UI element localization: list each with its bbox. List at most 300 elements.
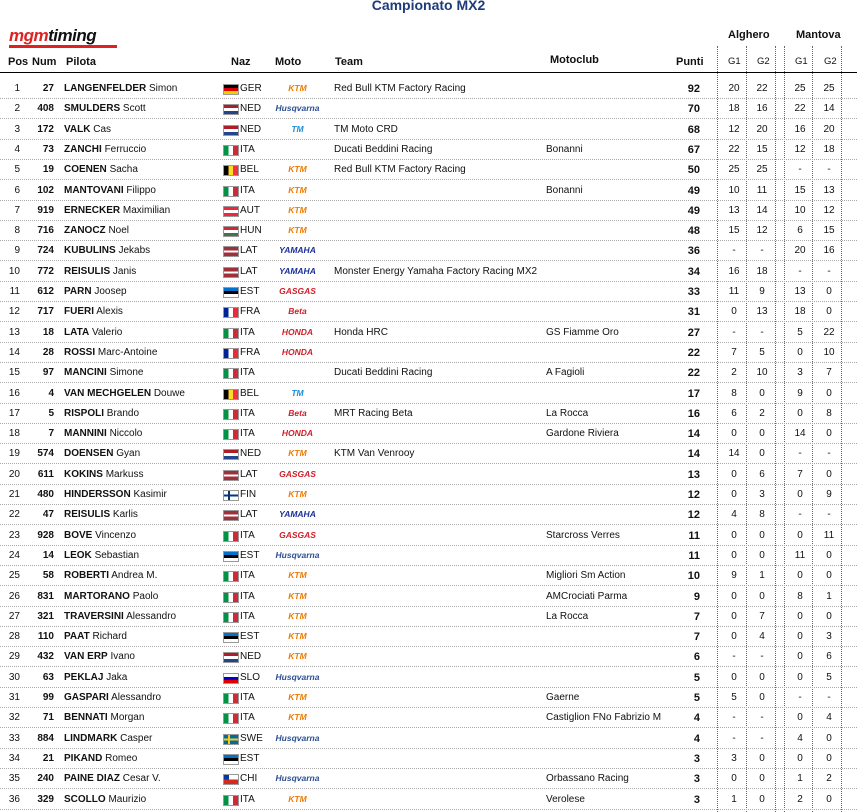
rider-lastname: FUERI [64,306,94,317]
cell-rider [64,428,142,439]
flag-icon [223,734,239,745]
flag-icon [223,389,239,400]
table-row [0,526,857,546]
table-row [0,343,857,363]
cell-nat: EST [240,631,260,642]
cell-mantova-g2: 13 [823,185,835,196]
moto-brand-logo: GASGAS [279,469,316,479]
moto-brand-logo: KTM [288,692,307,702]
table-row [0,221,857,241]
cell-mantova-g1: 0 [797,672,803,683]
cell-alghero-g1: 0 [731,469,737,480]
cell-mantova-g1: 8 [797,591,803,602]
moto-brand-logo: HONDA [281,428,314,438]
cell-num: 47 [42,509,54,520]
cell-nat: NED [240,651,262,662]
moto-brand-logo: KTM [288,591,307,601]
header-alghero-g2: G2 [757,56,770,67]
cell-mantova-g1: 0 [797,631,803,642]
moto-brand-logo: YAMAHA [279,266,316,276]
rider-firstname: Kasimir [133,489,167,500]
cell-mantova-g1: 0 [797,408,803,419]
cell-team: Honda HRC [334,327,388,338]
cell-rider [64,306,123,317]
cell-nat: NED [240,448,262,459]
header-alghero-g1: G1 [728,56,741,67]
moto-brand-logo: KTM [288,448,307,458]
cell-rider [64,347,157,358]
cell-mantova-g2: 3 [826,631,832,642]
cell-nat: ITA [240,367,255,378]
cell-mantova-g2: 0 [826,469,832,480]
table-row [0,120,857,140]
cell-team: Ducati Beddini Racing [334,367,433,378]
cell-rider [64,388,185,399]
cell-alghero-g1: - [732,651,736,662]
rider-firstname: Valerio [91,327,123,338]
cell-mantova-g2: - [827,448,831,459]
flag-icon [223,795,239,806]
flag-icon [223,531,239,542]
cell-nat: CHI [240,773,258,784]
cell-alghero-g2: 0 [759,773,765,784]
cell-num: 5 [48,408,54,419]
rider-lastname: ZANCHI [64,144,102,155]
cell-mantova-g1: 0 [797,611,803,622]
rider-lastname: PARN [64,286,92,297]
table-row [0,444,857,464]
cell-alghero-g2: 0 [759,672,765,683]
cell-nat: EST [240,753,260,764]
cell-num: 408 [37,103,54,114]
cell-pos: 12 [8,306,20,317]
cell-mantova-g1: 11 [794,550,806,561]
cell-motoclub: Gaerne [546,692,580,703]
cell-pos: 20 [8,469,20,480]
flag-icon [223,226,239,237]
cell-nat: NED [240,124,262,135]
flag-icon [223,307,239,318]
rider-lastname: LINDMARK [64,733,118,744]
cell-alghero-g2: - [760,327,764,338]
flag-icon [223,267,239,278]
cell-pos: 33 [8,733,20,744]
cell-rider [64,327,122,338]
cell-mantova-g2: 0 [826,733,832,744]
cell-pos: 22 [8,509,20,520]
table-row [0,384,857,404]
cell-points: 33 [687,286,700,298]
rider-firstname: Alexis [96,306,123,317]
table-row [0,729,857,749]
cell-motoclub: La Rocca [546,408,589,419]
cell-rider [64,225,129,236]
cell-mantova-g2: 0 [826,611,832,622]
cell-alghero-g2: 1 [759,570,765,581]
flag-icon [223,125,239,136]
cell-mantova-g1: - [798,164,802,175]
moto-brand-logo: Husqvarna [275,733,320,743]
cell-rider [64,489,167,500]
row-separator [0,463,857,464]
cell-mantova-g2: 9 [826,489,832,500]
cell-num: 71 [42,712,54,723]
rider-firstname: Ivano [110,651,135,662]
cell-motoclub: Orbassano Racing [546,773,629,784]
moto-brand-logo: KTM [288,164,307,174]
cell-nat: BEL [240,388,259,399]
cell-alghero-g2: - [760,245,764,256]
cell-rider [64,773,161,784]
header-moto: Moto [275,56,302,68]
cell-alghero-g2: 7 [759,611,765,622]
cell-pos: 5 [14,164,20,175]
cell-alghero-g1: - [732,327,736,338]
cell-motoclub: GS Fiamme Oro [546,327,619,338]
rider-firstname: Maurizio [108,794,147,805]
cell-pos: 2 [14,103,20,114]
cell-num: 28 [42,347,54,358]
cell-mantova-g2: 22 [823,327,835,338]
flag-icon [223,145,239,156]
cell-alghero-g1: 8 [731,388,737,399]
cell-num: 611 [37,469,54,480]
cell-num: 831 [37,591,54,602]
cell-alghero-g2: 0 [759,550,765,561]
row-separator [0,666,857,667]
flag-icon [223,551,239,562]
cell-points: 48 [687,225,700,237]
cell-rider [64,509,138,520]
cell-alghero-g1: 0 [731,550,737,561]
cell-points: 13 [687,469,700,481]
cell-pos: 3 [14,124,20,135]
cell-points: 36 [687,245,700,257]
rider-lastname: BOVE [64,530,93,541]
cell-alghero-g2: 25 [756,164,768,175]
cell-alghero-g1: 20 [728,83,740,94]
cell-mantova-g1: 18 [794,306,806,317]
cell-mantova-g2: 0 [826,570,832,581]
cell-nat: ITA [240,794,255,805]
cell-alghero-g1: 0 [731,611,737,622]
header-motoclub: Motoclub [550,54,599,66]
cell-points: 14 [687,448,700,460]
table-row [0,607,857,627]
cell-points: 4 [693,712,700,724]
rider-firstname: Jekabs [118,245,151,256]
cell-alghero-g2: 0 [759,388,765,399]
cell-alghero-g2: 4 [759,631,765,642]
cell-rider [64,530,136,541]
table-row [0,566,857,586]
cell-alghero-g2: 13 [756,306,768,317]
row-separator [0,260,857,261]
cell-pos: 34 [8,753,20,764]
rider-firstname: Andrea M. [111,570,158,581]
cell-motoclub: Bonanni [546,185,583,196]
cell-team: Red Bull KTM Factory Racing [334,83,466,94]
cell-pos: 35 [8,773,20,784]
cell-pos: 11 [9,286,20,297]
rider-firstname: Morgan [110,712,145,723]
moto-brand-logo: Beta [288,306,307,316]
logo-underline [9,45,117,48]
cell-alghero-g1: 0 [731,489,737,500]
cell-team: Ducati Beddini Racing [334,144,433,155]
cell-alghero-g1: 0 [731,672,737,683]
cell-points: 3 [693,753,700,765]
cell-motoclub: Starcross Verres [546,530,620,541]
cell-nat: AUT [240,205,260,216]
cell-pos: 28 [8,631,20,642]
cell-points: 5 [693,672,700,684]
cell-num: 99 [42,692,54,703]
cell-points: 49 [687,185,700,197]
cell-mantova-g2: - [827,164,831,175]
cell-pos: 17 [8,408,20,419]
moto-brand-logo: GASGAS [279,286,316,296]
cell-alghero-g2: 22 [756,83,768,94]
moto-brand-logo: HONDA [281,347,314,357]
moto-brand-logo: YAMAHA [279,245,316,255]
cell-mantova-g2: 14 [823,103,835,114]
cell-rider [64,794,146,805]
table-row [0,140,857,160]
cell-mantova-g2: - [827,509,831,520]
rider-firstname: Vincenzo [95,530,137,541]
cell-pos: 25 [8,570,20,581]
cell-mantova-g2: - [827,692,831,703]
cell-alghero-g2: 0 [759,448,765,459]
rider-lastname: LANGENFELDER [64,83,147,94]
rider-lastname: ROSSI [64,347,96,358]
cell-mantova-g1: - [798,509,802,520]
cell-nat: HUN [240,225,262,236]
cell-mantova-g2: 16 [823,245,835,256]
logo-timing: timing [48,26,97,45]
cell-pos: 14 [8,347,20,358]
cell-points: 9 [693,591,700,603]
flag-icon [223,774,239,785]
cell-mantova-g2: 15 [823,225,835,236]
table-row [0,790,857,810]
cell-num: 772 [37,266,54,277]
cell-mantova-g1: 15 [794,185,806,196]
cell-alghero-g2: 2 [759,408,765,419]
cell-alghero-g2: 0 [759,591,765,602]
cell-num: 240 [37,773,54,784]
cell-team: KTM Van Venrooy [334,448,415,459]
cell-alghero-g1: 0 [731,530,737,541]
cell-nat: ITA [240,428,255,439]
cell-team: Red Bull KTM Factory Racing [334,164,466,175]
cell-rider [64,753,137,764]
cell-num: 884 [37,733,54,744]
cell-num: 102 [37,185,54,196]
cell-pos: 10 [8,266,20,277]
flag-icon [223,754,239,765]
cell-mantova-g2: 20 [823,124,835,135]
rider-firstname: Jaka [106,672,128,683]
cell-nat: ITA [240,530,255,541]
cell-num: 58 [42,570,54,581]
cell-pos: 7 [14,205,20,216]
cell-mantova-g1: 20 [794,245,806,256]
table-row [0,647,857,667]
page-title: Campionato MX2 [371,0,486,13]
cell-nat: FRA [240,306,260,317]
cell-points: 31 [687,306,700,318]
table-row [0,485,857,505]
cell-mantova-g2: 0 [826,306,832,317]
cell-points: 4 [693,733,700,745]
flag-icon [223,470,239,481]
cell-alghero-g2: 10 [756,367,768,378]
rider-firstname: Marc-Antoine [97,347,158,358]
cell-mantova-g1: 12 [794,144,806,155]
cell-motoclub: La Rocca [546,611,589,622]
cell-rider [64,245,150,256]
flag-icon [223,510,239,521]
row-separator [0,179,857,180]
cell-alghero-g2: 6 [759,469,765,480]
flag-icon [223,165,239,176]
flag-icon [223,673,239,684]
flag-icon [223,632,239,643]
flag-icon [223,409,239,420]
cell-alghero-g1: 7 [731,347,737,358]
rider-lastname: PIKAND [64,753,103,764]
cell-pos: 9 [14,245,20,256]
flag-icon [223,348,239,359]
table-row [0,627,857,647]
cell-mantova-g1: 5 [797,327,803,338]
cell-motoclub: AMCrociati Parma [546,591,628,602]
rider-firstname: Noel [108,225,130,236]
cell-mantova-g2: 0 [826,794,832,805]
cell-mantova-g2: - [827,266,831,277]
cell-alghero-g2: 0 [759,428,765,439]
cell-mantova-g1: 2 [797,794,803,805]
cell-alghero-g1: 6 [731,408,737,419]
rider-lastname: ROBERTI [64,570,109,581]
header-pos: Pos [8,56,29,68]
table-row [0,160,857,180]
cell-mantova-g1: - [798,692,802,703]
cell-points: 11 [688,530,700,542]
rider-firstname: Markuss [105,469,144,480]
cell-pos: 27 [8,611,20,622]
cell-points: 10 [687,570,700,582]
cell-alghero-g1: 11 [728,286,740,297]
cell-mantova-g2: 8 [826,408,832,419]
cell-points: 5 [693,692,700,704]
rider-lastname: DOENSEN [64,448,114,459]
cell-mantova-g1: 13 [794,286,806,297]
cell-points: 14 [687,428,700,440]
cell-pos: 36 [8,794,20,805]
cell-rider [64,83,177,94]
moto-brand-logo: KTM [288,712,307,722]
cell-points: 22 [687,347,700,359]
flag-icon [223,449,239,460]
flag-icon [223,693,239,704]
table-row [0,688,857,708]
rider-firstname: Joosep [94,286,127,297]
cell-nat: FIN [240,489,257,500]
cell-alghero-g2: 0 [759,692,765,703]
cell-points: 16 [687,408,700,420]
cell-motoclub: Gardone Riviera [546,428,619,439]
flag-icon [223,429,239,440]
cell-alghero-g1: 13 [728,205,740,216]
header-divider [0,72,857,73]
cell-motoclub: Verolese [546,794,585,805]
cell-alghero-g1: 25 [728,164,740,175]
moto-brand-logo: KTM [288,611,307,621]
cell-mantova-g1: 4 [797,733,803,744]
cell-nat: ITA [240,591,255,602]
row-separator [0,727,857,728]
cell-mantova-g1: 6 [797,225,803,236]
cell-points: 27 [687,327,700,339]
cell-pos: 24 [8,550,20,561]
cell-pos: 4 [14,144,20,155]
rider-lastname: PEKLAJ [64,672,104,683]
rider-firstname: Sacha [109,164,138,175]
cell-points: 50 [687,164,700,176]
cell-points: 67 [687,144,700,156]
cell-alghero-g1: 4 [731,509,737,520]
row-separator [0,524,857,525]
row-separator [0,321,857,322]
rider-firstname: Cesar V. [122,773,161,784]
cell-nat: LAT [240,469,258,480]
rider-firstname: Simone [109,367,144,378]
cell-rider [64,550,139,561]
cell-mantova-g2: 5 [826,672,832,683]
rider-lastname: VAN ERP [64,651,108,662]
cell-num: 321 [37,611,54,622]
rider-lastname: MANCINI [64,367,107,378]
cell-points: 3 [693,794,700,806]
flag-icon [223,206,239,217]
cell-nat: ITA [240,185,255,196]
cell-alghero-g2: - [760,651,764,662]
cell-points: 22 [687,367,700,379]
table-row [0,201,857,221]
cell-alghero-g1: 0 [731,591,737,602]
cell-num: 919 [37,205,54,216]
cell-alghero-g2: 0 [759,753,765,764]
cell-num: 724 [37,245,54,256]
rider-firstname: Brando [106,408,140,419]
cell-rider [64,733,152,744]
rider-firstname: Casper [120,733,153,744]
event-mantova: Mantova [796,29,841,41]
table-row [0,708,857,728]
cell-num: 21 [42,753,54,764]
cell-nat: ITA [240,408,255,419]
table-row [0,302,857,322]
header-team: Team [335,56,363,68]
cell-points: 68 [687,124,700,136]
cell-mantova-g1: 0 [797,712,803,723]
cell-num: 14 [42,550,54,561]
cell-alghero-g2: 8 [759,509,765,520]
cell-points: 12 [687,509,700,521]
